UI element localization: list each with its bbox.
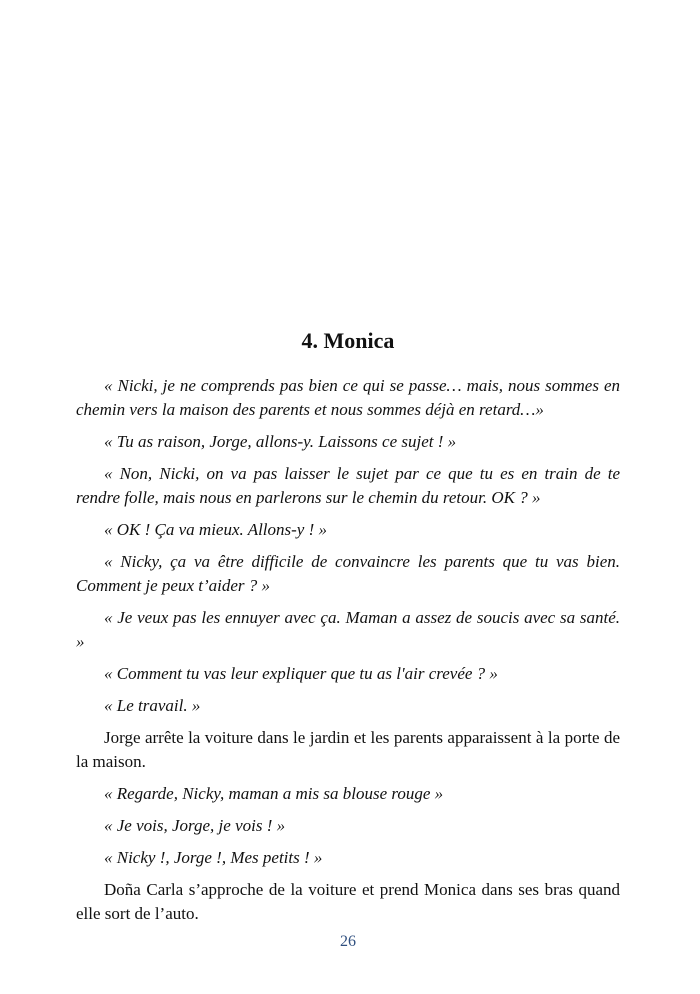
paragraph: « Nicky, ça va être difficile de convaincre les parents que tu vas bien. Comment je peux t’aider ? »	[76, 552, 620, 595]
paragraph: « Non, Nicki, on va pas laisser le sujet par ce que tu es en train de te rendre folle, mais nous en parlerons sur le chemin du retour. OK ? »	[76, 464, 620, 507]
paragraph: « Regarde, Nicky, maman a mis sa blouse rouge »	[104, 784, 444, 803]
paragraph: « OK ! Ça va mieux. Allons-y ! »	[104, 520, 328, 539]
paragraph: « Comment tu vas leur expliquer que tu as l'air crevée ? »	[104, 664, 498, 683]
paragraph: Doña Carla s’approche de la voiture et prend Monica dans ses bras quand elle sort de l’auto.	[76, 880, 620, 923]
paragraph: « Nicki, je ne comprends pas bien ce qui se passe… mais, nous sommes en chemin vers la maison des parents et nous sommes déjà en retard…»	[76, 376, 620, 419]
paragraph: « Nicky !, Jorge !, Mes petits ! »	[104, 848, 323, 867]
paragraph: « Tu as raison, Jorge, allons-y. Laissons ce sujet ! »	[104, 432, 457, 451]
chapter-title: 4. Monica	[301, 328, 395, 353]
paragraph: « Je vois, Jorge, je vois ! »	[104, 816, 286, 835]
chapter-body	[76, 374, 620, 934]
paragraph: « Le travail. »	[104, 696, 201, 715]
paragraph: Jorge arrête la voiture dans le jardin et les parents apparaissent à la porte de la maison.	[76, 728, 620, 771]
page-number: 26	[340, 933, 356, 950]
book-page	[76, 0, 620, 994]
paragraph: « Je veux pas les ennuyer avec ça. Maman a assez de soucis avec sa santé. »	[76, 608, 620, 651]
